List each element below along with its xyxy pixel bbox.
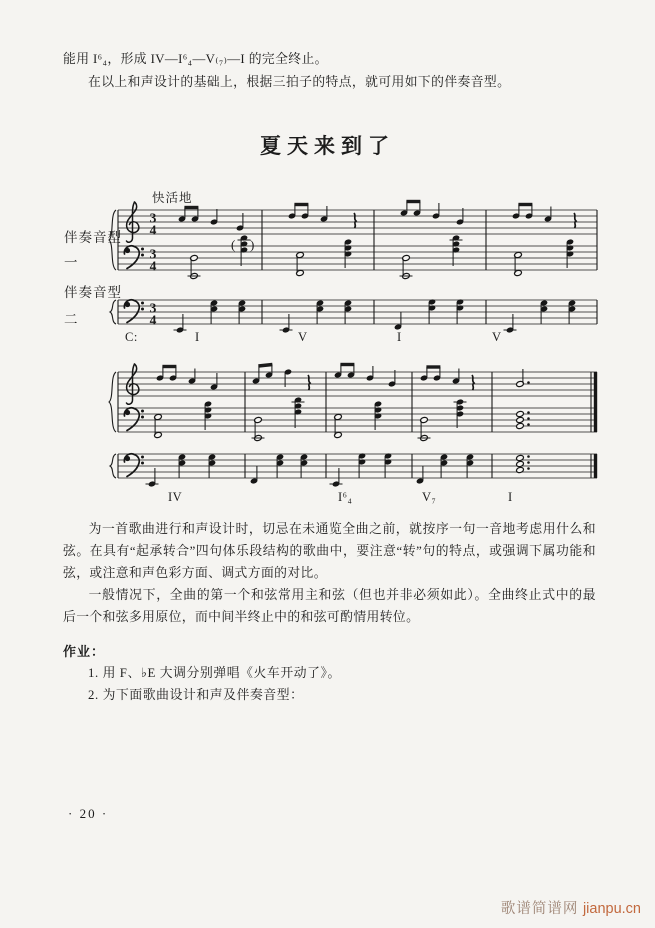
bass-clef-icon — [124, 300, 144, 323]
bass-clef-icon — [124, 408, 144, 431]
pattern2-label: 伴奏音型 — [64, 285, 122, 300]
svg-text:3: 3 — [149, 300, 157, 316]
melody-notes — [178, 202, 576, 232]
chord-label: V₇ — [422, 490, 437, 504]
final-barline-icon — [591, 372, 597, 478]
intro-line-1: 能用 I⁶₄，形成 IV—I⁶₄—V₍₇₎—I 的完全终止。 — [63, 52, 328, 66]
watermark-site-name: 歌谱简谱网 — [500, 901, 579, 917]
svg-text:4: 4 — [149, 312, 157, 328]
paragraph-harmony-design: 为一首歌曲进行和声设计时，切忌在未通览全曲之前，就按序一句一音地考虑用什么和弦。在具有“起承转合”四句体乐段结构的歌曲中，要注意“转”句的特点，或强调下属功能和弦，或注意和声色彩方面、调式方面的对比。 — [63, 522, 596, 580]
melody-notes — [156, 365, 530, 391]
svg-text:4: 4 — [149, 222, 157, 238]
bass-clef-icon — [124, 246, 144, 269]
pattern2-notes — [146, 453, 530, 488]
time-signature — [150, 211, 157, 328]
chord-progression-row-1 — [0, 330, 655, 346]
pattern1-label: 伴奏音型 — [64, 230, 122, 245]
svg-text:4: 4 — [149, 258, 157, 274]
pattern1-notes — [154, 397, 530, 442]
parenthesis-close: ) — [250, 237, 255, 252]
chord-label: V — [298, 330, 308, 344]
pattern1-label-number: 一 — [64, 255, 79, 270]
chord-label: IV — [168, 490, 183, 504]
tempo-marking: 快活地 — [152, 191, 193, 205]
brace-icon — [109, 372, 116, 478]
chord-label: V — [492, 330, 502, 344]
svg-text:3: 3 — [149, 210, 157, 226]
music-system-1 — [108, 198, 600, 340]
key-label: C: — [125, 330, 138, 344]
parenthesis-open: ( — [231, 237, 236, 252]
watermark-site-url: jianpu.cn — [582, 901, 641, 917]
pattern2-notes — [174, 299, 577, 334]
staff-lines — [118, 372, 597, 478]
brace-icon — [109, 210, 116, 324]
music-system-2 — [108, 360, 600, 500]
pattern2-label-number: 二 — [64, 312, 79, 327]
barlines — [118, 210, 597, 324]
chord-label: I — [195, 330, 200, 344]
homework-item-2: 2. 为下面歌曲设计和声及伴奏音型： — [88, 688, 304, 702]
chord-label: I — [508, 490, 513, 504]
watermark — [501, 897, 641, 918]
song-title: 夏天来到了 — [260, 134, 395, 158]
bass-clef-icon — [124, 454, 144, 477]
staff-lines — [118, 210, 597, 324]
page-number: · 20 · — [68, 806, 109, 821]
intro-line-2: 在以上和声设计的基础上，根据三拍子的特点，就可用如下的伴奏音型。 — [88, 75, 511, 89]
chord-progression-row-2 — [0, 490, 655, 506]
homework-item-1: 1. 用 F、♭E 大调分别弹唱《火车开动了》。 — [88, 666, 341, 680]
chord-label: I — [397, 330, 402, 344]
pattern1-notes — [188, 235, 575, 280]
svg-text:3: 3 — [149, 246, 157, 262]
homework-heading: 作业： — [63, 644, 106, 659]
chord-label: I⁶₄ — [338, 490, 353, 504]
paragraph-general-rule: 一般情况下，全曲的第一个和弦常用主和弦（但也并非必须如此）。全曲终止式中的最后一个和弦多用原位，而中间半终止中的和弦可酌情用转位。 — [63, 588, 596, 624]
